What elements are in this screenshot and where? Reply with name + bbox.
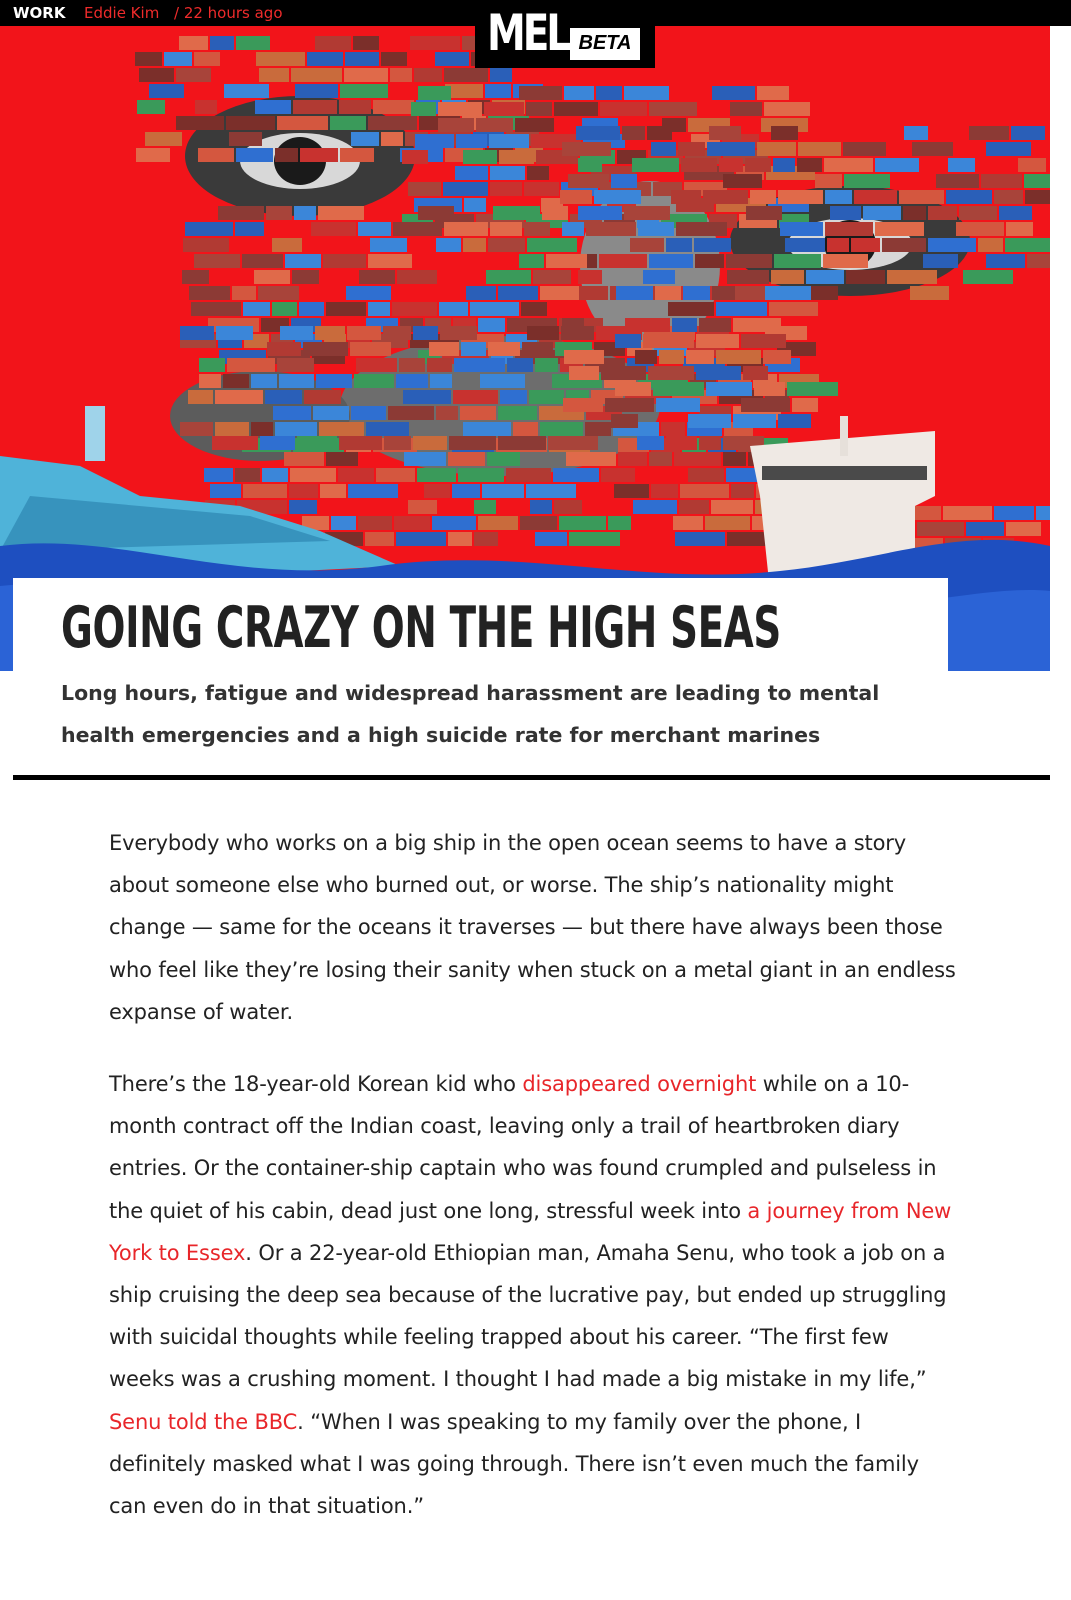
- link-senu-told-bbc[interactable]: Senu told the BBC: [109, 1409, 298, 1434]
- link-disappeared-overnight[interactable]: disappeared overnight: [522, 1072, 757, 1097]
- article-body: [109, 822, 959, 1557]
- article-title: GOING CRAZY ON THE HIGH SEAS: [61, 595, 782, 661]
- paragraph: Everybody who works on a big ship in the open ocean seems to have a story about someone else who burned out, or worse. The ship’s nationality might change — same for the oceans it traverses — but there have always been those who feel like they’re losing their sanity when stuck on a metal giant in an endless expanse of water.: [109, 831, 956, 1024]
- container-ship-collage-image: [0, 26, 1050, 671]
- divider: [13, 775, 1050, 780]
- paragraph: [109, 1063, 959, 1527]
- beta-badge: [570, 28, 640, 60]
- beta-label: BETA: [578, 32, 632, 54]
- timestamp: / 22 hours ago: [174, 4, 283, 22]
- mel-logo[interactable]: [475, 0, 655, 68]
- section-link[interactable]: WORK: [13, 4, 66, 22]
- paragraph-text: . Or a 22-year-old Ethiopian man, Amaha Senu, who took a job on a ship cruising the deep sea because of the lucrative pay, but ended up struggling with suicidal thoughts while feeling trapped about his career. “The first few weeks was a crushing moment. I thought I had made a big mistake in my life,”: [109, 1240, 947, 1392]
- paragraph-text: There’s the 18-year-old Korean kid who: [109, 1072, 523, 1097]
- link-journey-new-york-essex[interactable]: a journey from New York to Essex: [109, 1198, 952, 1265]
- hero-image: [0, 26, 1050, 671]
- article-subtitle: Long hours, fatigue and widespread harassment are leading to mental health emergencies and a high suicide rate for merchant marines: [61, 681, 880, 747]
- paragraph-text: while on a 10-month contract off the Indian coast, leaving only a trail of heartbroken diary entries. Or the container-ship captain who was found crumpled and pulseless in the quiet of his cabin, dead just one long, stressful week into: [109, 1072, 937, 1223]
- logo-wordmark: MEL: [487, 4, 568, 62]
- author-link[interactable]: Eddie Kim: [84, 4, 160, 22]
- title-card: [13, 578, 948, 671]
- paragraph-text: . “When I was speaking to my family over the phone, I definitely masked what I was going through. There isn’t even much the family can even do in that situation.”: [109, 1409, 919, 1519]
